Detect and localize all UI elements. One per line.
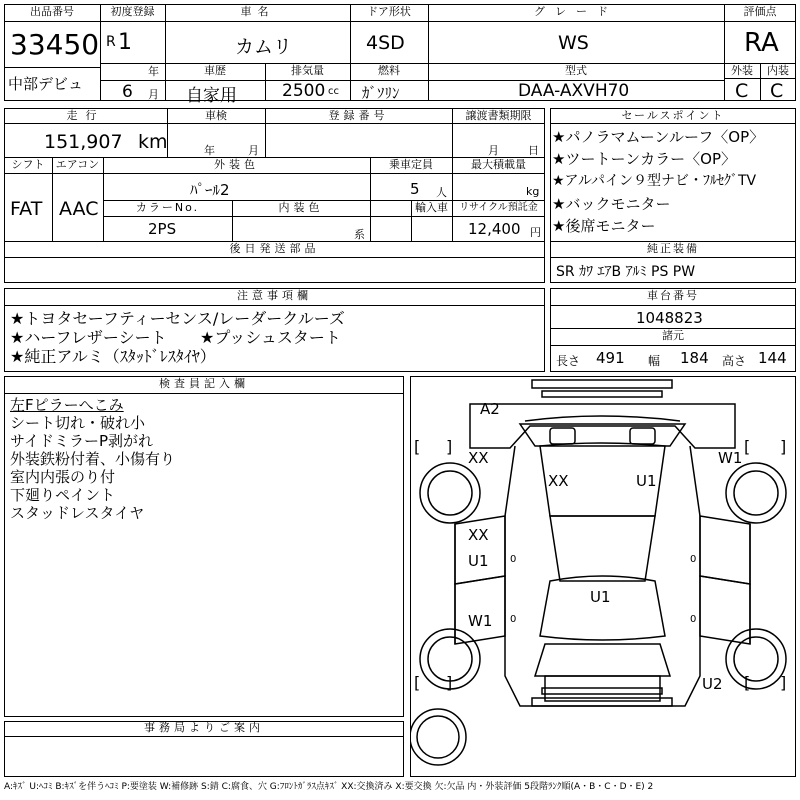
car-diagram [410,376,796,777]
damage-code: U1 [468,552,489,570]
panel-mark: 0 [690,614,697,625]
height: 144 [758,349,787,367]
ext-grade: C [735,80,749,102]
panel-mark: 0 [690,554,697,565]
inspector-line: 室内内張のり付 [10,468,116,486]
fuel-label: 燃料 [378,64,400,77]
inspect-year: 年 [204,144,215,157]
inspector-line: 下廻りペイント [10,486,116,504]
reg-month-unit: 月 [148,88,159,101]
capacity-label: 乗車定員 [389,158,433,171]
inspector-line: スタッドレスタイヤ [10,504,145,522]
import-label: 輸入車 [415,201,448,214]
color-number: 2PS [148,220,177,238]
car-label: 車名 [240,5,275,18]
damage-code: U1 [636,472,657,490]
svg-text:[: [ [744,673,751,692]
transfer-day: 日 [528,144,539,157]
disp-label: 排気量 [291,64,324,77]
recycle-unit: 円 [530,226,541,239]
int-grade: C [770,80,784,102]
sales-item: ★アルパイン９型ナビ・ﾌﾙｾｸﾞTV [552,173,757,189]
history: 自家用 [186,86,237,106]
history-label: 車歴 [204,64,226,77]
lot-number: 33450 [10,28,100,61]
sales-item: ★後席モニター [552,217,656,235]
regno-label: 登録番号 [328,109,389,122]
length: 491 [596,349,625,367]
mileage-unit: km [138,131,168,153]
score-label: 評価点 [743,5,777,18]
later-parts-label: 後日発送部品 [229,242,320,255]
damage-code: U1 [590,588,611,606]
shift-label: シフト [11,158,45,171]
sales-item: ★ツートーンカラー〈OP〉 [552,150,737,168]
mileage: 151,907 [44,131,123,153]
sales-item: ★バックモニター [552,195,671,213]
fuel: ｶﾞｿﾘﾝ [362,84,400,102]
reg-year: 1 [118,30,132,55]
reg-month: 6 [122,82,133,102]
svg-text:]: ] [780,437,787,456]
inspector-line: 外装鉄粉付着、小傷有り [10,450,176,468]
equipment-label: 純正装備 [647,242,699,255]
damage-code: W1 [468,612,493,630]
exterior-color: ﾊﾟｰﾙ2 [190,181,230,199]
notes-label: 注意事項欄 [237,289,312,302]
inspector-line: サイドミラーP剥がれ [10,432,153,450]
transfer-label: 譲渡書類期限 [465,109,532,122]
load-label: 最大積載量 [471,158,526,171]
panel-mark: 0 [510,614,517,625]
model-label: 型式 [565,64,587,77]
door-shape: 4SD [366,32,405,54]
intcolor-label: 内装色 [278,201,324,214]
inspector-label: 検査員記入欄 [159,377,249,390]
note-line: ★ハーフレザーシート [10,328,167,347]
ext-label: 外装 [731,64,753,77]
note-line: ★純正アルミ（ｽﾀｯﾄﾞﾚｽﾀｲﾔ） [10,347,216,366]
score: RA [744,28,779,58]
car-name: カムリ [235,36,293,58]
int-label: 内装 [767,64,789,77]
reg-label: 初度登録 [110,5,155,18]
svg-text:[: [ [414,437,421,456]
chassis-label: 車台番号 [647,289,699,302]
sales-item: ★パノラマムーンルーフ〈OP〉 [552,128,765,146]
width-label: 幅 [648,354,661,368]
reg-year-unit: 年 [148,65,159,78]
svg-text:[: [ [744,437,751,456]
inspector-line: シート切れ・破れ小 [10,414,146,432]
shift: FAT [10,198,43,220]
damage-code: XX [548,472,569,490]
legend: A:ｷｽﾞ U:ﾍｺﾐ B:ｷｽﾞを伴うﾍｺﾐ P:要塗装 W:補修跡 S:錆 C:腐食、穴 G:ﾌﾛﾝﾄｶﾞﾗｽ点ｷｽﾞ XX:交換済み X:要交換 欠:欠品 内・外装評価 5段階ﾗﾝｸ順(A・B・C・D・E) 2 [4,782,654,792]
chassis-number: 1048823 [636,309,703,327]
height-label: 高さ [722,354,747,368]
damage-code: XX [468,449,489,467]
svg-text:[: [ [414,673,421,692]
lot-label: 出品番号 [30,5,74,18]
damage-code: XX [468,526,489,544]
svg-text:]: ] [446,437,453,456]
note-line: ★トヨタセーフティーセンス/レーダークルーズ [10,309,345,328]
colorno-label: カラーNo. [135,201,200,214]
grade-label: グレード [534,5,618,18]
capacity: 5 [410,180,420,198]
era: R [106,34,116,50]
svg-text:]: ] [780,673,787,692]
intcolor-unit: 系 [354,228,365,241]
model: DAA-AXVH70 [518,81,630,101]
inspector-line: 左Fピラーへこみ [10,396,124,414]
load-unit: kg [526,185,540,198]
color-label: 外装色 [214,158,259,171]
inspect-label: 車検 [205,109,227,122]
length-label: 長さ [556,354,581,368]
damage-code: A2 [480,400,500,418]
damage-code: W1 [718,449,743,467]
recycle-label: リサイクル預託金 [459,202,538,213]
door-label: ドア形状 [367,5,411,18]
recycle-fee: 12,400 [468,220,521,238]
ac-label: エアコン [55,158,100,171]
aircon: AAC [59,198,99,220]
panel-mark: 0 [510,554,517,565]
office-label: 事務局よりご案内 [144,721,264,734]
grade: WS [558,32,589,54]
svg-text:]: ] [446,673,453,692]
sales-label: セールスポイント [621,109,725,122]
transfer-month: 月 [488,144,499,157]
inspect-month: 月 [248,144,259,157]
width: 184 [680,349,709,367]
damage-code: U2 [702,675,723,693]
mileage-label: 走行 [66,109,105,122]
disp-unit: cc [328,86,339,97]
capacity-unit: 人 [436,186,447,199]
note-line: ★プッシュスタート [200,328,341,347]
displacement: 2500 [282,81,326,101]
venue: 中部デビュ [8,75,84,93]
equipment: SR ｶﾜ ｴｱB ｱﾙﾐ PS PW [556,264,696,280]
dims-label: 諸元 [662,329,684,342]
